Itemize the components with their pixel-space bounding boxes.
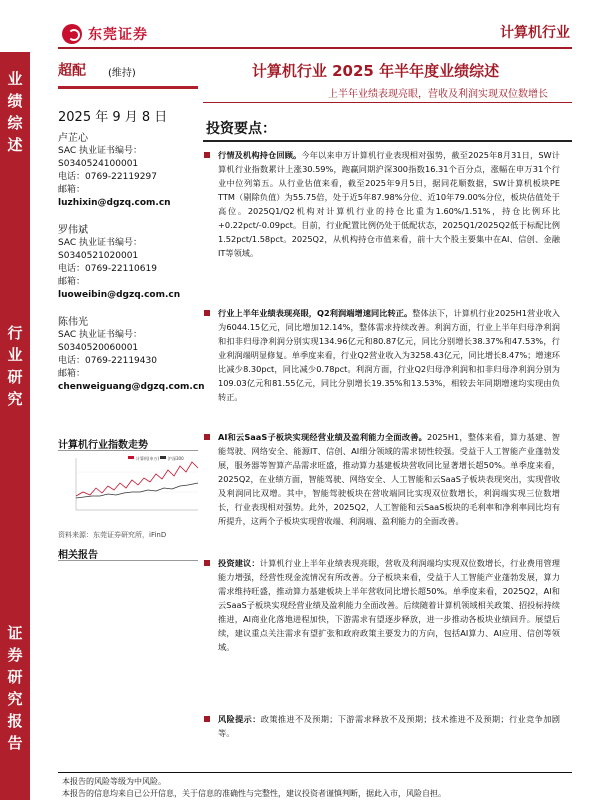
key-point-body: 计算机行业上半年业绩表现亮眼，营收及利润端均实现双位数增长，行业费用管理能力增强，经营性现金流情况有所改善。分子板块来看，受益于人工智能产业蓬勃发展，算力需求维持旺盛，推动算力基建板块上半年营收同比增长超50%。单季度来看，2025Q2，AI和云SaaS子板块实现经营业绩及盈利能力全面改善。后续随着计算机领域相关政策、招投标持续推进，AI商业化落地进程加快，下游需求有望逐步释放，进一步推动各板块业绩回升。展望后续，建议重点关注需求有望扩张和政府政策主要发力的方向，包括AI算力、AI应用、信创等领域。: [218, 558, 560, 652]
analyst-block: [58, 224, 180, 302]
report-date: 2025 年 9 月 8 日: [58, 110, 168, 125]
analyst-phone: 电话：0769-22119430: [58, 356, 157, 366]
key-point-body: 2025H1，整体来看，算力基建、智能驾驶、网络安全、能源IT、信创、AI细分领域的需求韧性较强。受益于人工智能产业蓬勃发展，服务器等智算产品需求旺盛，推动算力基建板块营收同比显著增长超50%。单季度来看，2025Q2，在业绩方面，智能驾驶、网络安全、人工智能和云SaaS子板块表现突出，实现营收及利润同比双增。其中，智能驾驶板块在营收端同比实现双位数增长，利润端实现三位数增长，行业表现相对强势。此外，2025Q2，人工智能和云SaaS板块的毛利率和净利率同比均有所提升，这两个子板块实现营收端、利润端、盈利能力的全面改善。: [218, 432, 560, 526]
analyst-email[interactable]: luoweibin@dgzq.com.cn: [58, 290, 181, 300]
key-point-body: 政策推进不及预期；下游需求释放不及预期；技术推进不及预期；行业竞争加剧等。: [218, 714, 560, 738]
header-divider: [58, 47, 572, 49]
company-logo-icon: [62, 24, 82, 44]
key-point: [204, 430, 560, 528]
side-band-label-industry: 行业研究: [7, 324, 23, 408]
rating-bar: [58, 86, 198, 89]
section-divider: [203, 140, 572, 142]
company-logo-text: 东莞证券: [88, 27, 148, 43]
analyst-email-label: 邮箱：: [58, 369, 86, 379]
index-chart: [58, 452, 200, 526]
side-band: [0, 52, 30, 800]
key-point: [204, 556, 560, 654]
bullet-square-icon: [204, 560, 210, 566]
analyst-block: [58, 316, 205, 394]
footer-disclaimer: 本报告的信息均来自已公开信息，关于信息的准确性与完整性，建议投资者谨慎判断，据此入市，风险自担。: [62, 789, 446, 798]
bullet-square-icon: [204, 434, 210, 440]
key-point: [204, 712, 560, 740]
bullet-square-icon: [204, 152, 210, 158]
footer-divider: [58, 772, 572, 773]
legend-swatch-hs300: [160, 456, 166, 459]
key-point: [204, 148, 560, 260]
footer-risk-level: 本报告的风险等级为中风险。: [62, 777, 166, 786]
analyst-email[interactable]: luzhixin@dgzq.com.cn: [58, 198, 171, 208]
analyst-cert-label: SAC 执业证书编号：: [58, 330, 143, 340]
analyst-cert: S0340524100001: [58, 159, 139, 169]
legend-swatch-industry: [128, 456, 134, 459]
analyst-block: [58, 132, 171, 210]
report-title: 计算机行业 2025 年半年度业绩综述: [251, 62, 500, 80]
analyst-name: 陈伟光: [58, 317, 88, 328]
side-band-label-report: 证券研究报告: [7, 624, 23, 752]
bullet-square-icon: [204, 716, 210, 722]
key-point-head: 行业上半年业绩表现亮眼，Q2利润端增速同比转正。: [218, 308, 413, 318]
rating-sub: (维持): [108, 68, 136, 79]
legend-label-industry: 计算机(申万): [136, 456, 160, 461]
side-band-label-summary: 业绩综述: [7, 70, 23, 154]
chart-source: 资料来源：东莞证券研究所，iFinD: [58, 531, 167, 539]
analyst-cert-label: SAC 执业证书编号：: [58, 238, 143, 248]
analyst-phone: 电话：0769-22110619: [58, 264, 157, 274]
related-reports-label: 相关报告: [58, 550, 98, 561]
key-point-body: 今年以来申万计算机行业表现相对强势，截至2025年8月31日，SW计算机行业指数累计上涨30.59%，跑赢同期沪深300指数16.31个百分点，涨幅在申万31个行业中位列第五。从行业估值来看，截至2025年9月5日，据同花顺数据，SW计算机板块PE TTM（剔除负值）为55.75倍，处于近5年87.98%分位、近10年79.00%分位，板块估值处于高位。2025Q1/Q2机构对计算机行业的持仓比重为1.60%/1.51%，持仓比例环比+0.22pct/-0.09pct。目前，行业配置比例仍处于低配状态，2025Q1/2025Q2低于标配比例1.52pct/1.58pct。2025Q2，从机构持仓市值来看，前十大个股主要集中在AI、信创、金融IT等领域。: [218, 150, 560, 258]
analyst-name: 罗伟斌: [58, 225, 88, 236]
related-divider: [58, 560, 198, 561]
key-point-head: AI和云SaaS子板块实现经营业绩及盈利能力全面改善。: [218, 432, 428, 442]
key-point-head: 行情及机构持仓回顾。: [218, 150, 302, 160]
bullet-square-icon: [204, 310, 210, 316]
legend-label-hs300: 沪深300: [168, 456, 184, 461]
series-industry-line: [76, 462, 198, 496]
section-title: 投资要点：: [206, 121, 276, 137]
analyst-email[interactable]: chenweiguang@dgzq.com.cn: [58, 382, 205, 392]
key-point-body: 整体法下，计算机行业2025H1营业收入为6044.15亿元，同比增加12.14%，整体需求持续改善。利润方面，行业上半年归母净利润和扣非归母净利润分别实现134.96亿元和80.87亿元，同比分别增长38.37%和47.53%，行业利润端明显修复。单季度来看，行业Q2营业收入为3258.43亿元，同比增长8.47%；增速环比减少8.30pct，同比减少0.78pct。利润方面，行业Q2归母净利润和扣非归母净利润分别为109.03亿元和81.55亿元，同比分别增长19.35%和13.53%，相较去年同期增速均实现由负转正。: [218, 308, 560, 402]
rating-label: 超配: [58, 63, 86, 79]
key-point-head: 风险提示：: [218, 714, 261, 724]
analyst-cert: S0340520060001: [58, 343, 139, 353]
analyst-phone: 电话：0769-22119297: [58, 172, 157, 182]
industry-label: 计算机行业: [500, 25, 570, 41]
title-divider: [203, 102, 572, 103]
analyst-email-label: 邮箱：: [58, 277, 86, 287]
chart-divider: [58, 450, 198, 451]
report-subtitle: 上半年业绩表现亮眼，营收及利润实现双位数增长: [328, 89, 548, 100]
key-point-head: 投资建议：: [218, 558, 260, 568]
analyst-cert-label: SAC 执业证书编号：: [58, 146, 143, 156]
key-point: [204, 306, 560, 404]
analyst-cert: S0340521020001: [58, 251, 139, 261]
analyst-name: 卢芷心: [58, 133, 88, 144]
index-chart-title: 计算机行业指数走势: [58, 440, 148, 451]
analyst-email-label: 邮箱：: [58, 185, 86, 195]
